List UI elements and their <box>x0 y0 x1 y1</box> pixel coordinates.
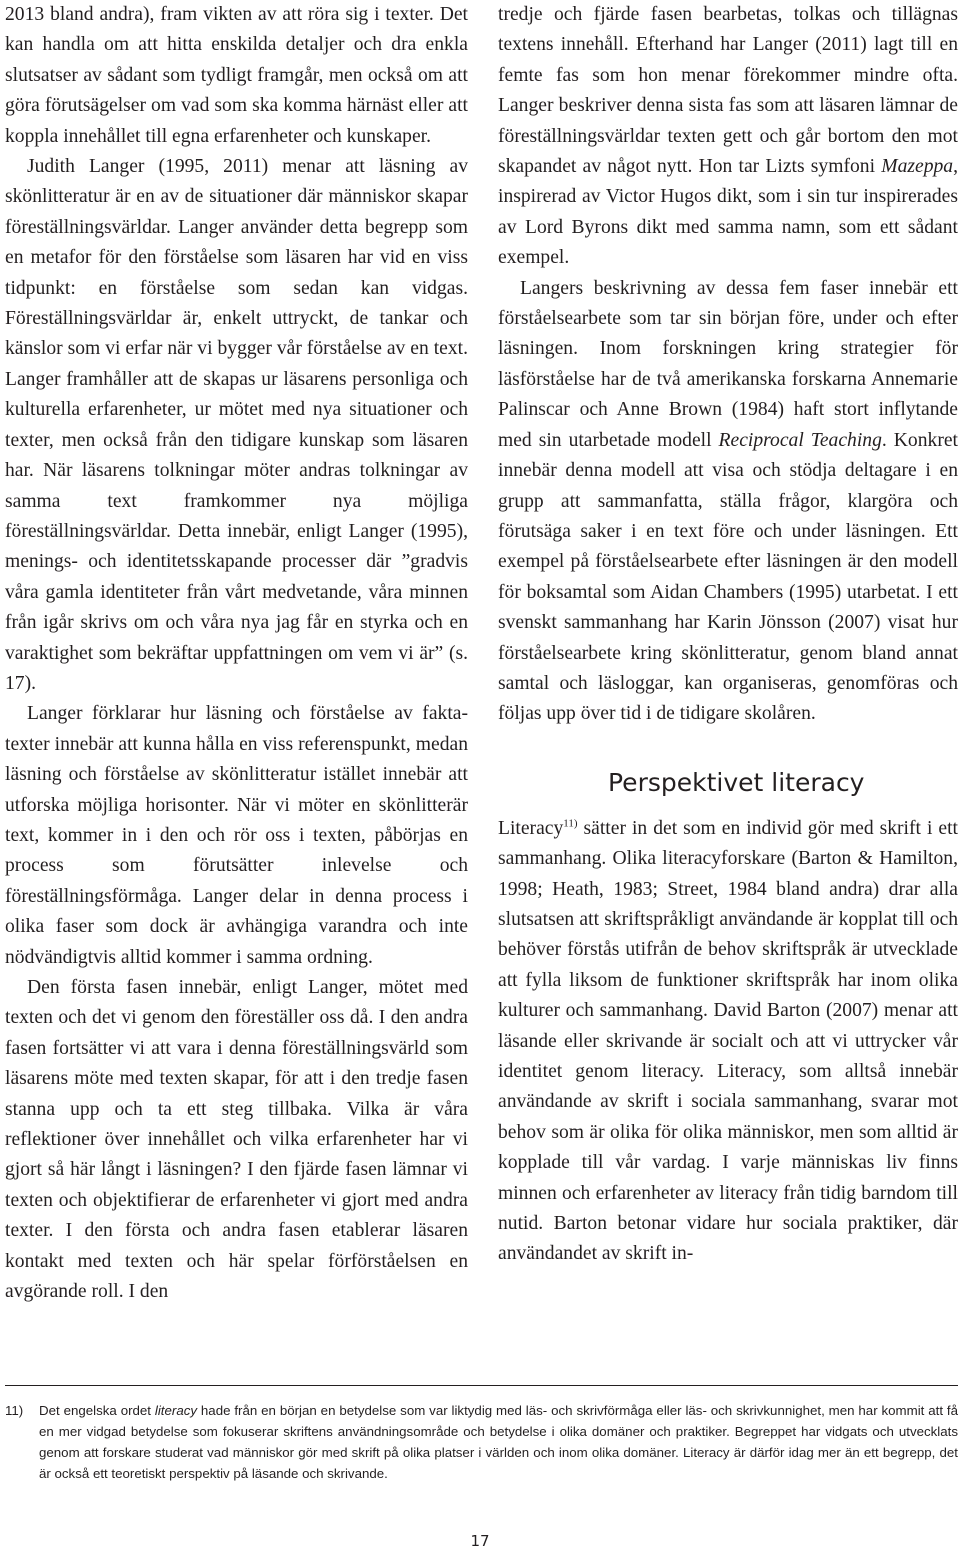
text-run: . Konkret innebär denna modell att visa och stödja deltagare i en grupp att sammanfatta, ställa frågor, klargöra och förutsäga saker i en text före och under läsningen. Ett exempel på förståelsearbete efter läsningen är den modell för boksamtal som Aidan Chambers (1995) utarbetat. I ett svenskt sammanhang har Karin Jönsson (2007) visat hur förståelsearbete kring skönlitteratur, genom bland annat samtal och läsloggar, kan organiseras, genomföras och följas upp över tid i de tidigare skolåren. <box>498 429 958 725</box>
paragraph <box>498 274 958 730</box>
text-run: Langers beskrivning av dessa fem faser innebär ett förståelsearbete som tar sin början före, under och efter läsningen. Inom forskningen kring strategier för läsförståelse har de två amerikanska forskarna Annemarie Palinscar och Anne Brown (1984) haft stort inflytande med sin utarbetade modell <box>498 277 958 451</box>
text-run: Det engelska ordet <box>39 1403 155 1418</box>
paragraph <box>498 814 958 1270</box>
text-run: Literacy <box>498 817 564 839</box>
paragraph <box>498 0 958 274</box>
paragraph: Langer förklarar hur läsning och förståelse av faktatexter innebär att kunna hålla en viss referenspunkt, medan läsning och förståelse av skönlitteratur istället innebär att utforska möjliga horisonter. När vi möter en skönlitterär text, kommer in i den och rör oss i texten, påbörjas en process som förutsätter inlevelse och föreställningsförmåga. Langer delar in denna process i olika faser som dock är avhängiga varandra och inte nödvändigtvis alltid kommer i samma ordning. <box>5 703 468 968</box>
footnote-reference: 11) <box>563 817 578 830</box>
italic-text: Reciprocal Teaching <box>718 429 882 451</box>
footnotes <box>5 1400 958 1484</box>
text-run: tredje och fjärde fasen bearbetas, tolkas och tillägnas textens innehåll. Efterhand har Langer (2011) lagt till en femte fas som hon menar förekommer mindre ofta. Langer beskriver denna sista fas som att läsaren lämnar de föreställningsvärldar texten gett och går bortom den mot skapandet av något nytt. Hon tar Lizts symfoni <box>498 4 958 178</box>
left-column <box>5 0 468 1307</box>
footnote-number: 11) <box>5 1403 24 1418</box>
text-run: sätter in det som en individ gör med skrift i ett sammanhang. Olika literacyforskare (Barton & Hamilton, 1998; Heath, 1983; Street, 1984 bland andra) drar alla slutsatsen att skriftspråkligt användande är kopplat till och behöver förstås utifrån de behov skriftspråk är utvecklade att fylla liksom de funktioner skriftspråk har inom olika kulturer och sammanhang. David Barton (2007) menar att läsande eller skrivande är socialt och att vi uttrycker vår identitet genom literacy. Literacy, som alltså innebär användande av skrift i sociala sammanhang, svarar mot behov som är olika för olika människor, men som alltid är kopplade till vår vardag. I varje människas liv finns minnen och erfarenheter av literacy från tidig barndom till nutid. Barton betonar vidare hur sociala praktiker, där användandet av skrift in- <box>498 817 958 1265</box>
paragraph: 2013 bland andra), fram vikten av att röra sig i texter. Det kan handla om att hitta enskilda detaljer och dra enkla slutsatser av sådant som tydligt framgår, men också om att göra förutsägelser om vad som ska komma härnäst eller att koppla innehållet till egna erfarenheter och kunskaper. <box>5 4 468 147</box>
italic-text: literacy <box>154 1403 198 1418</box>
section-heading: Perspektivet literacy <box>608 767 865 797</box>
text-run: hade från en början en betydelse som var liktydig med läs- och skrivförmåga eller läs- och skrivkunnighet, men har kommit att få en mer vidgad betydelse som fokuserar skriftens användningsområde och betydelse i olika domäner och praktiker. Begreppet har vidgats och utvecklats genom att forskare studerat vad människor gör med skrift på olika platser i världen och inom olika domäner. Literacy är därför idag mer än ett begrepp, det är också ett teoretiskt perspektiv på läsande och skrivande. <box>39 1403 958 1481</box>
footnote-divider <box>5 1385 958 1386</box>
text-run: , inspirerad av Victor Hugos dikt, som i sin tur inspirerades av Lord Byrons dikt med samma namn, som ett sådant exempel. <box>498 156 958 269</box>
paragraph: Den första fasen innebär, enligt Langer, mötet med texten och det vi genom den föreställer oss då. I den andra fasen fortsätter vi att vara i denna föreställningsvärld som läsarens möte med texten skapar, för att i den tredje fasen stanna upp och ta ett steg tillbaka. Vilka är våra reflektioner över innehållet och vilka erfarenheter har vi gjort så här långt i läsningen? I den fjärde fasen lämnar vi texten och objektifierar de erfarenheter vi gjort med andra texter. I den första och andra fasen etablerar läsaren kontakt med texten och här spelar förförståelsen en avgörande roll. I den <box>5 977 468 1303</box>
paragraph: Judith Langer (1995, 2011) menar att läsning av skönlitteratur är en av de situationer där människor skapar föreställningsvärldar. Langer använder detta begrepp som en metafor för den förståelse som läsaren har vid en viss tidpunkt: en förståelse som sedan kan vidgas. Föreställningsvärldar är, enkelt uttryckt, de tankar och känslor som vi erfar när vi bygger vår förståelse av en text. Langer framhåller att de skapas ur läsarens personliga och kulturella erfarenheter, ur mötet med nya situationer och texter, men också från den tidigare kunskap som läsaren har. När läsarens tolkningar möter andras tolkningar av samma text framkommer nya möjliga föreställningsvärldar. Detta innebär, enligt Langer (1995), menings- och identitetsskapande processer där ”gradvis våra gamla identiteter från vårt medvetande, våra minnen från igår skrivs om och våra nya jag får en styrka och en varaktighet som bekräftar uppfattningen om vem vi är” (s. 17). <box>5 156 468 694</box>
footnote-text <box>39 1400 958 1484</box>
italic-text: Mazeppa <box>881 156 954 178</box>
page-number: 17 <box>470 1532 490 1550</box>
footnote <box>5 1400 958 1484</box>
right-column <box>498 0 958 1270</box>
